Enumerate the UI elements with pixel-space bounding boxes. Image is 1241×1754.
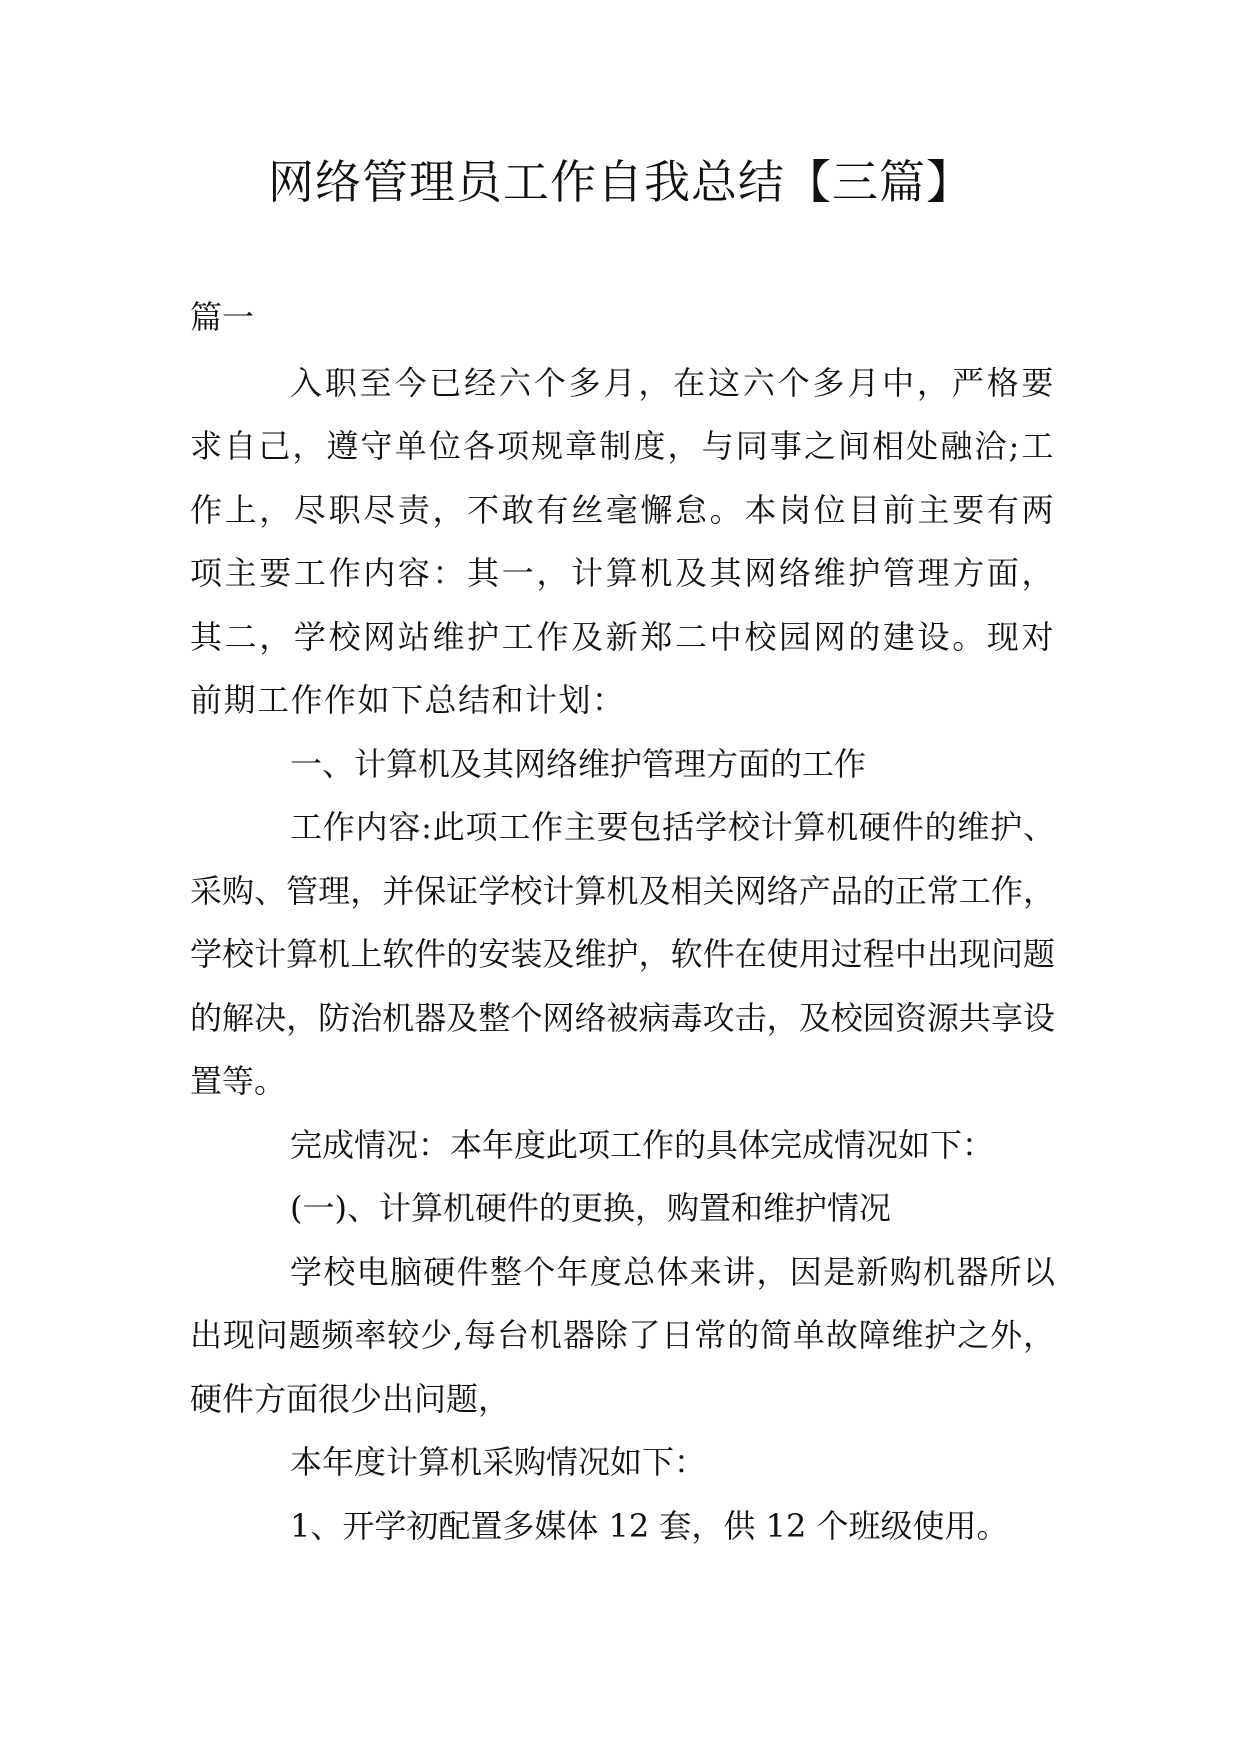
paragraph-completion: 完成情况：本年度此项工作的具体完成情况如下： bbox=[290, 1125, 995, 1164]
paragraph-work-content: 工作内容:此项工作主要包括学校计算机硬件的维护、采购、管理，并保证学校计算机及相关网络产品的正常工作，学校计算机上软件的安装及维护，软件在使用过程中出现问题的解决，防治机器及整个网络被病毒攻击，及校园资源共享设置等。 bbox=[190, 808, 1055, 1100]
paragraph-heading-1: 一、计算机及其网络维护管理方面的工作 bbox=[290, 744, 867, 783]
paragraph-purchase-intro: 本年度计算机采购情况如下： bbox=[290, 1443, 707, 1481]
paragraph-intro: 入职至今已经六个多月，在这六个多月中，严格要求自己，遵守单位各项规章制度，与同事之间相处融洽;工作上，尽职尽责，不敢有丝毫懈怠。本岗位目前主要有两项主要工作内容：其一，计算机及其网络维护管理方面，其二，学校网站维护工作及新郑二中校园网的建设。现对前期工作作如下总结和计划： bbox=[190, 363, 1055, 719]
document-body bbox=[190, 286, 1055, 1558]
paragraph-subheading-1: (一)、计算机硬件的更换，购置和维护情况 bbox=[290, 1189, 891, 1227]
section-label: 篇一 bbox=[190, 298, 255, 336]
paragraph-hardware: 学校电脑硬件整个年度总体来讲，因是新购机器所以出现问题频率较少,每台机器除了日常的简单故障维护之外，硬件方面很少出问题， bbox=[190, 1252, 1055, 1418]
document-title: 网络管理员工作自我总结【三篇】 bbox=[268, 155, 973, 209]
paragraph-purchase-item-1: 1、开学初配置多媒体 12 套，供 12 个班级使用。 bbox=[290, 1506, 1009, 1545]
